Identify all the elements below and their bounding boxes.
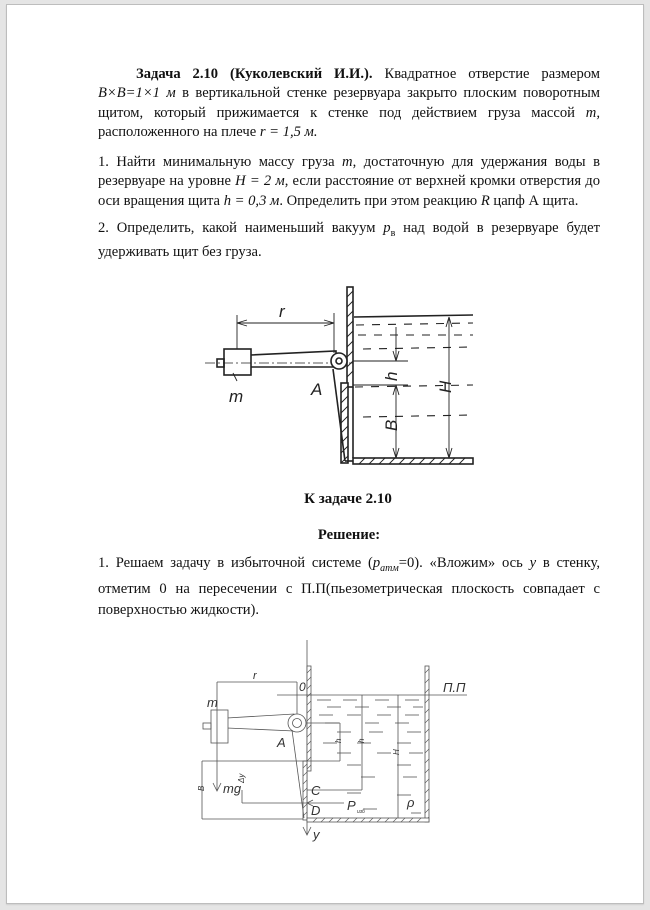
label-h: h (382, 371, 401, 381)
label-pp: П.П (443, 680, 466, 695)
gate-diagram-original (203, 277, 493, 487)
solution-heading: Решение: (317, 527, 381, 543)
label-zero: 0 (299, 680, 306, 694)
label-y: y (313, 827, 320, 842)
label-p-sub: изб (357, 809, 365, 815)
label-p: P (347, 798, 356, 813)
label-c: C (311, 783, 321, 798)
problem-task-1: 1. Найти минимальную массу груза m, достаточную для удержания воды в резервуаре на уровне H = 2 м, если расстояние от верхней кромки отверстия до оси вращения щита h = 0,3 м. Определить при этом реакцию R цапф А щита. (98, 154, 600, 209)
label-d: D (311, 803, 321, 818)
figure-2 (197, 635, 477, 845)
label-dy: Δy (237, 773, 246, 783)
label-b: B (197, 785, 206, 791)
problem-task-2: 2. Определить, какой наименьший вакуум $p_в$ над водой в резервуаре будет удерживать щит без груза. (98, 220, 600, 261)
gate-diagram-solution (197, 635, 477, 845)
label-m: m (207, 695, 218, 710)
label-hc: h (357, 738, 366, 743)
label-a: A (277, 735, 286, 750)
label-r: r (253, 670, 257, 682)
label-H: H (436, 380, 455, 393)
label-rho: ρ (407, 795, 415, 810)
label-a: A (311, 380, 323, 399)
figure-1-caption: К задаче 2.10 (304, 491, 392, 507)
label-b: B (382, 419, 401, 431)
label-h: h (334, 738, 343, 743)
label-m: m (229, 387, 244, 406)
solution-step-1: 1. Решаем задачу в избыточной системе $(p_{атм}=0)$. «Вложим» ось y в стенку, отметим 0 на пересечении с П.П(пьезометрическая плоскость совпадает с поверхностью жидкости). (98, 555, 600, 618)
label-mg: mg (223, 781, 242, 796)
label-r: r (279, 302, 285, 321)
problem-title: Задача 2.10 (Куколевский И.И.). (136, 66, 373, 82)
document-page (6, 4, 644, 904)
figure-1 (203, 277, 493, 517)
label-H: H (392, 749, 401, 755)
problem-intro: Задача 2.10 (Куколевский И.И.). Квадратное отверстие размером B×B=1×1 м в вертикальной стенке резервуара закрыто плоским поворотным щитом, который прижимается к стенке под действием груза массой m, расположенного на плече r = 1,5 м. (98, 66, 600, 141)
